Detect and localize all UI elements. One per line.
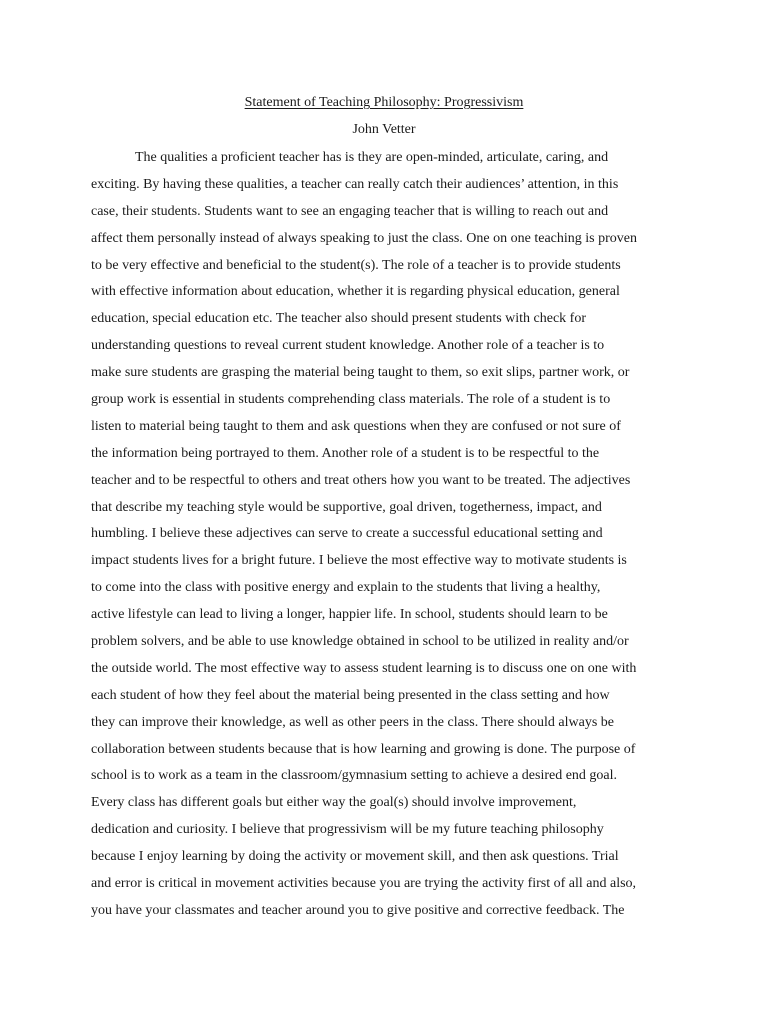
text-line: impact students lives for a bright future. I believe the most effective way to motivate students is	[91, 553, 627, 569]
text-line: you have your classmates and teacher around you to give positive and corrective feedback. The	[91, 902, 625, 918]
text-line: make sure students are grasping the material being taught to them, so exit slips, partner work, or	[91, 365, 630, 381]
text-line: The qualities a proficient teacher has is they are open-minded, articulate, caring, and	[135, 150, 609, 165]
text-line: because I enjoy learning by doing the activity or movement skill, and then ask questions. Trial	[91, 849, 619, 865]
text-line: humbling. I believe these adjectives can serve to create a successful educational setting and	[91, 526, 603, 542]
body-text	[91, 149, 691, 929]
text-line: education, special education etc. The teacher also should present students with check for	[91, 311, 587, 327]
text-line: active lifestyle can lead to living a longer, happier life. In school, students should learn to be	[91, 607, 608, 623]
document-title: Statement of Teaching Philosophy: Progressivism	[244, 95, 524, 110]
text-line: the outside world. The most effective way to assess student learning is to discuss one on one with	[91, 660, 637, 676]
text-line: teacher and to be respectful to others and treat others how you want to be treated. The adjectives	[91, 472, 631, 488]
text-line: school is to work as a team in the classroom/gymnasium setting to achieve a desired end goal.	[91, 768, 618, 784]
text-line: group work is essential in students comprehending class materials. The role of a student is to	[91, 392, 611, 408]
text-line: understanding questions to reveal current student knowledge. Another role of a teacher is to	[91, 338, 605, 354]
text-line: exciting. By having these qualities, a teacher can really catch their audiences’ attention, in this	[91, 176, 619, 192]
text-line: problem solvers, and be able to use knowledge obtained in school to be utilized in reality and/or	[91, 634, 629, 650]
text-line: listen to material being taught to them and ask questions when they are confused or not sure of	[91, 418, 621, 434]
text-line: Every class has different goals but either way the goal(s) should involve improvement,	[91, 795, 577, 811]
text-line: with effective information about education, whether it is regarding physical education, general	[91, 284, 620, 300]
text-line: to be very effective and beneficial to the student(s). The role of a teacher is to provide students	[91, 257, 621, 273]
text-line: the information being portrayed to them. Another role of a student is to be respectful to the	[91, 445, 600, 461]
text-line: each student of how they feel about the material being presented in the class setting and how	[91, 687, 610, 703]
text-line: and error is critical in movement activities because you are trying the activity first of all and also,	[91, 876, 637, 892]
text-line: dedication and curiosity. I believe that progressivism will be my future teaching philosophy	[91, 822, 604, 838]
text-line: case, their students. Students want to see an engaging teacher that is willing to reach out and	[91, 203, 609, 219]
text-line: that describe my teaching style would be supportive, goal driven, togetherness, impact, and	[91, 499, 602, 515]
text-line: to come into the class with positive energy and explain to the students that living a healthy,	[91, 580, 601, 596]
text-line: collaboration between students because that is how learning and growing is done. The purpose of	[91, 741, 636, 757]
text-line: affect them personally instead of always speaking to just the class. One on one teaching is proven	[91, 230, 637, 246]
text-line: they can improve their knowledge, as well as other peers in the class. There should always be	[91, 714, 615, 730]
author-name: John Vetter	[352, 122, 416, 137]
